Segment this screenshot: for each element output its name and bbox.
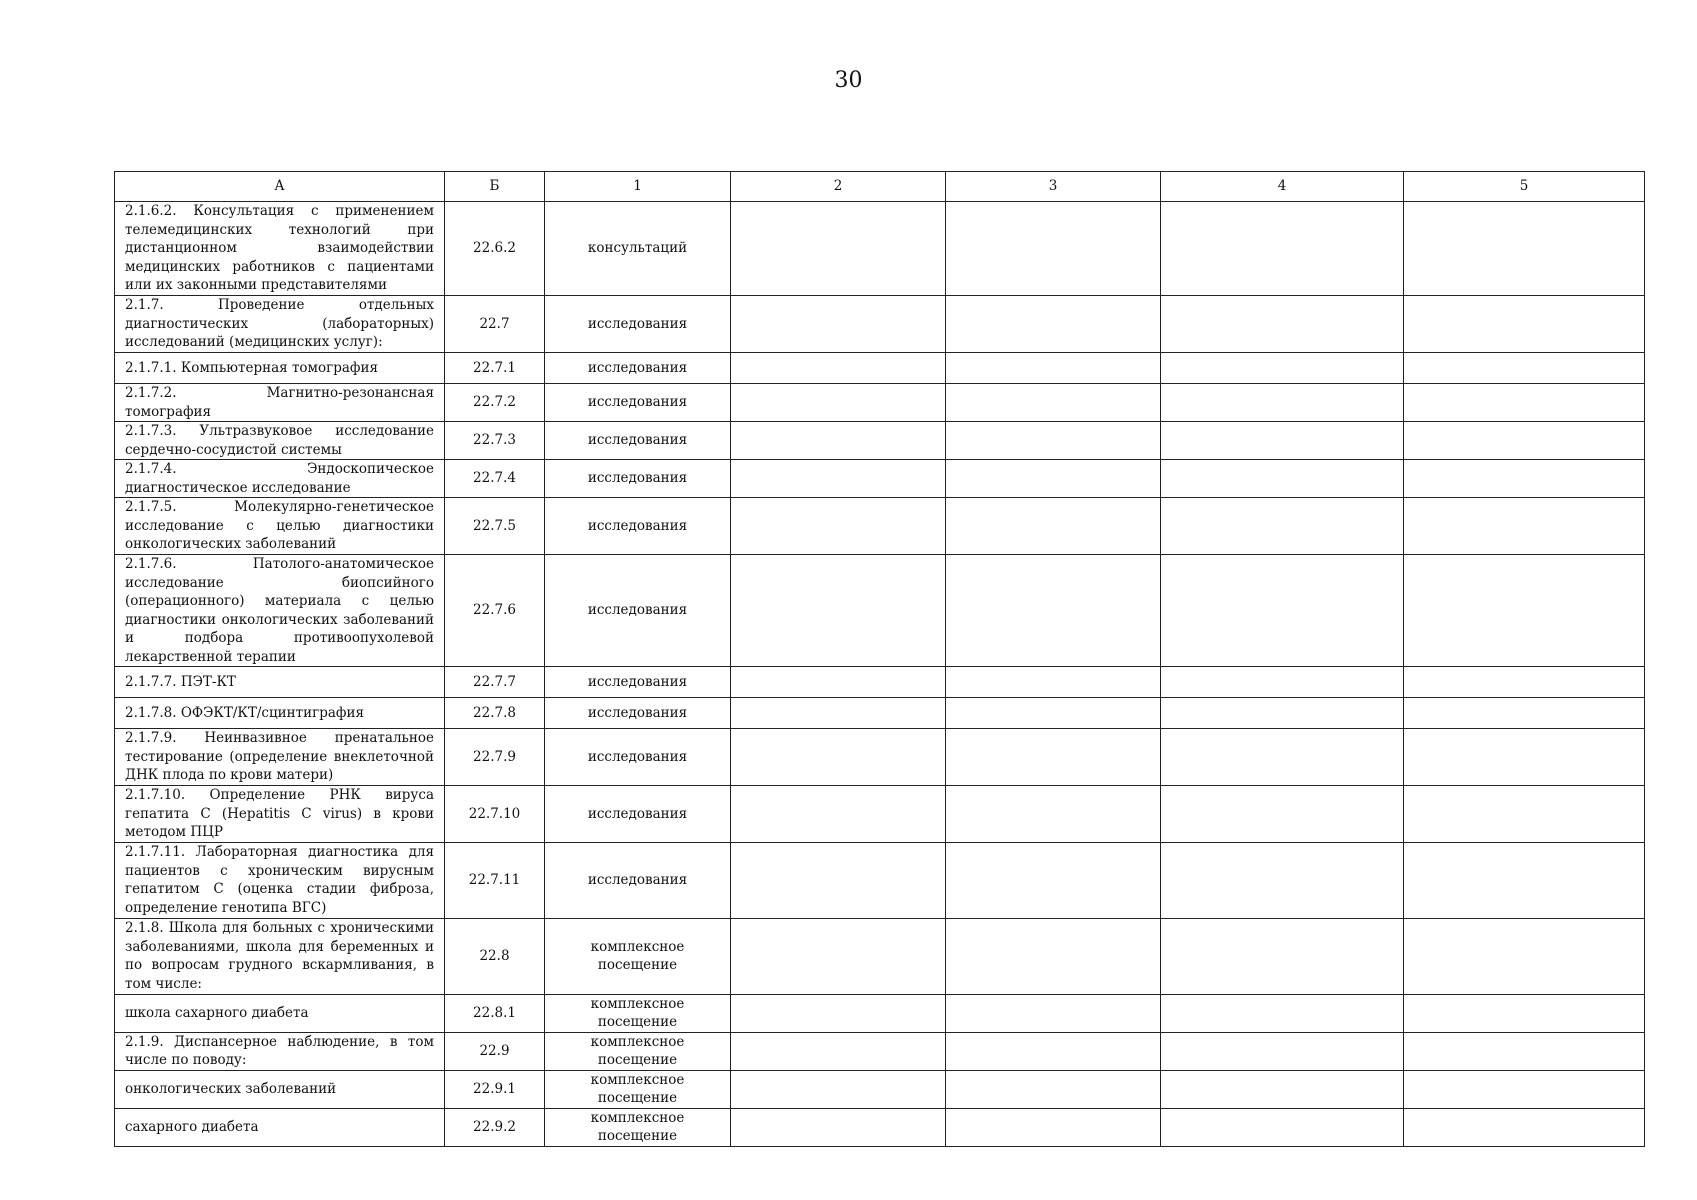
table-row bbox=[115, 729, 1645, 786]
row-cell-4 bbox=[1161, 296, 1404, 353]
row-cell-5 bbox=[1404, 786, 1645, 843]
row-cell-3 bbox=[946, 202, 1161, 296]
row-cell-3 bbox=[946, 498, 1161, 555]
row-cell-3 bbox=[946, 667, 1161, 698]
row-cell-2 bbox=[731, 460, 946, 498]
table-row bbox=[115, 667, 1645, 698]
row-cell-4 bbox=[1161, 918, 1404, 994]
row-code: 22.7 bbox=[445, 296, 545, 353]
table-row bbox=[115, 1108, 1645, 1146]
header-col-a: А bbox=[115, 172, 445, 202]
row-cell-3 bbox=[946, 1032, 1161, 1070]
table-row bbox=[115, 498, 1645, 555]
row-cell-4 bbox=[1161, 384, 1404, 422]
table-row bbox=[115, 1070, 1645, 1108]
row-cell-4 bbox=[1161, 667, 1404, 698]
row-cell-3 bbox=[946, 842, 1161, 918]
row-cell-5 bbox=[1404, 698, 1645, 729]
row-name: 2.1.7.9. Неинвазивное пренатальное тестирование (определение внеклеточной ДНК плода по крови матери) bbox=[115, 729, 445, 786]
table-row bbox=[115, 1032, 1645, 1070]
row-cell-5 bbox=[1404, 498, 1645, 555]
row-cell-5 bbox=[1404, 994, 1645, 1032]
row-cell-4 bbox=[1161, 460, 1404, 498]
row-cell-2 bbox=[731, 555, 946, 667]
row-unit: консультаций bbox=[545, 202, 731, 296]
row-name: 2.1.7.8. ОФЭКТ/КТ/сцинтиграфия bbox=[115, 698, 445, 729]
row-cell-3 bbox=[946, 422, 1161, 460]
row-cell-4 bbox=[1161, 1108, 1404, 1146]
table-row bbox=[115, 460, 1645, 498]
header-col-b: Б bbox=[445, 172, 545, 202]
row-code: 22.6.2 bbox=[445, 202, 545, 296]
row-cell-4 bbox=[1161, 498, 1404, 555]
row-code: 22.7.10 bbox=[445, 786, 545, 843]
row-cell-5 bbox=[1404, 729, 1645, 786]
table-row bbox=[115, 994, 1645, 1032]
row-unit: комплексное посещение bbox=[545, 994, 731, 1032]
table-row bbox=[115, 353, 1645, 384]
row-name: 2.1.7.7. ПЭТ-КТ bbox=[115, 667, 445, 698]
row-cell-3 bbox=[946, 384, 1161, 422]
row-code: 22.7.9 bbox=[445, 729, 545, 786]
row-name: 2.1.7.11. Лабораторная диагностика для пациентов с хроническим вирусным гепатитом С (оценка стадии фиброза, определение генотипа ВГС) bbox=[115, 842, 445, 918]
row-code: 22.7.4 bbox=[445, 460, 545, 498]
row-cell-4 bbox=[1161, 729, 1404, 786]
header-col-4: 4 bbox=[1161, 172, 1404, 202]
header-col-3: 3 bbox=[946, 172, 1161, 202]
row-cell-4 bbox=[1161, 994, 1404, 1032]
row-name: 2.1.7.1. Компьютерная томография bbox=[115, 353, 445, 384]
table-row bbox=[115, 698, 1645, 729]
row-cell-5 bbox=[1404, 918, 1645, 994]
row-cell-3 bbox=[946, 918, 1161, 994]
row-cell-2 bbox=[731, 422, 946, 460]
row-cell-2 bbox=[731, 202, 946, 296]
row-name: 2.1.8. Школа для больных с хроническими заболеваниями, школа для беременных и по вопросам грудного вскармливания, в том числе: bbox=[115, 918, 445, 994]
row-name: 2.1.7.4. Эндоскопическое диагностическое исследование bbox=[115, 460, 445, 498]
table-row bbox=[115, 842, 1645, 918]
row-cell-5 bbox=[1404, 1070, 1645, 1108]
row-cell-3 bbox=[946, 353, 1161, 384]
row-name: 2.1.7.3. Ультразвуковое исследование сердечно-сосудистой системы bbox=[115, 422, 445, 460]
row-cell-2 bbox=[731, 384, 946, 422]
row-cell-4 bbox=[1161, 698, 1404, 729]
row-cell-2 bbox=[731, 498, 946, 555]
row-unit: исследования bbox=[545, 460, 731, 498]
row-cell-2 bbox=[731, 918, 946, 994]
row-cell-3 bbox=[946, 786, 1161, 843]
row-unit: исследования bbox=[545, 384, 731, 422]
row-cell-3 bbox=[946, 555, 1161, 667]
row-unit: исследования bbox=[545, 555, 731, 667]
row-cell-5 bbox=[1404, 1032, 1645, 1070]
header-col-5: 5 bbox=[1404, 172, 1645, 202]
row-code: 22.7.2 bbox=[445, 384, 545, 422]
row-cell-3 bbox=[946, 1108, 1161, 1146]
row-cell-4 bbox=[1161, 202, 1404, 296]
row-unit: исследования bbox=[545, 296, 731, 353]
row-cell-4 bbox=[1161, 842, 1404, 918]
row-cell-5 bbox=[1404, 1108, 1645, 1146]
row-cell-4 bbox=[1161, 1070, 1404, 1108]
row-cell-4 bbox=[1161, 1032, 1404, 1070]
row-cell-4 bbox=[1161, 353, 1404, 384]
row-code: 22.9.1 bbox=[445, 1070, 545, 1108]
row-cell-2 bbox=[731, 667, 946, 698]
row-cell-5 bbox=[1404, 842, 1645, 918]
row-cell-5 bbox=[1404, 460, 1645, 498]
row-cell-3 bbox=[946, 1070, 1161, 1108]
header-col-2: 2 bbox=[731, 172, 946, 202]
row-cell-3 bbox=[946, 698, 1161, 729]
row-cell-5 bbox=[1404, 353, 1645, 384]
row-name: 2.1.7.5. Молекулярно-генетическое исследование с целью диагностики онкологических заболеваний bbox=[115, 498, 445, 555]
row-cell-2 bbox=[731, 1032, 946, 1070]
row-code: 22.7.8 bbox=[445, 698, 545, 729]
table-row bbox=[115, 786, 1645, 843]
row-name: 2.1.9. Диспансерное наблюдение, в том числе по поводу: bbox=[115, 1032, 445, 1070]
row-code: 22.7.7 bbox=[445, 667, 545, 698]
row-cell-2 bbox=[731, 296, 946, 353]
row-name: 2.1.7.2. Магнитно-резонансная томография bbox=[115, 384, 445, 422]
row-name: школа сахарного диабета bbox=[115, 994, 445, 1032]
table-header-row bbox=[115, 172, 1645, 202]
table-row bbox=[115, 384, 1645, 422]
row-cell-3 bbox=[946, 729, 1161, 786]
row-code: 22.8 bbox=[445, 918, 545, 994]
row-cell-2 bbox=[731, 698, 946, 729]
table-row bbox=[115, 202, 1645, 296]
row-cell-3 bbox=[946, 460, 1161, 498]
row-unit: комплексное посещение bbox=[545, 1032, 731, 1070]
table-row bbox=[115, 422, 1645, 460]
row-cell-3 bbox=[946, 994, 1161, 1032]
table-row bbox=[115, 918, 1645, 994]
row-code: 22.7.1 bbox=[445, 353, 545, 384]
row-unit: исследования bbox=[545, 786, 731, 843]
row-unit: комплексное посещение bbox=[545, 1070, 731, 1108]
row-name: 2.1.7. Проведение отдельных диагностических (лабораторных) исследований (медицинских услуг): bbox=[115, 296, 445, 353]
row-name: 2.1.6.2. Консультация с применением телемедицинских технологий при дистанционном взаимодействии медицинских работников с пациентами или их законными представителями bbox=[115, 202, 445, 296]
row-unit: исследования bbox=[545, 698, 731, 729]
row-name: 2.1.7.10. Определение РНК вируса гепатита С (Hepatitis C virus) в крови методом ПЦР bbox=[115, 786, 445, 843]
row-code: 22.9.2 bbox=[445, 1108, 545, 1146]
row-name: 2.1.7.6. Патолого-анатомическое исследование биопсийного (операционного) материала с целью диагностики онкологических заболеваний и подбора противоопухолевой лекарственной терапии bbox=[115, 555, 445, 667]
row-cell-5 bbox=[1404, 555, 1645, 667]
row-cell-2 bbox=[731, 994, 946, 1032]
row-unit: исследования bbox=[545, 353, 731, 384]
row-unit: исследования bbox=[545, 667, 731, 698]
row-cell-2 bbox=[731, 1070, 946, 1108]
row-cell-2 bbox=[731, 842, 946, 918]
row-code: 22.7.6 bbox=[445, 555, 545, 667]
row-code: 22.7.11 bbox=[445, 842, 545, 918]
row-unit: комплексное посещение bbox=[545, 918, 731, 994]
row-cell-2 bbox=[731, 729, 946, 786]
row-code: 22.8.1 bbox=[445, 994, 545, 1032]
row-code: 22.7.5 bbox=[445, 498, 545, 555]
report-table bbox=[114, 171, 1645, 1147]
row-unit: исследования bbox=[545, 422, 731, 460]
row-cell-5 bbox=[1404, 422, 1645, 460]
row-cell-5 bbox=[1404, 667, 1645, 698]
row-cell-4 bbox=[1161, 786, 1404, 843]
row-unit: исследования bbox=[545, 498, 731, 555]
row-cell-2 bbox=[731, 786, 946, 843]
row-cell-5 bbox=[1404, 202, 1645, 296]
row-code: 22.7.3 bbox=[445, 422, 545, 460]
table-row bbox=[115, 296, 1645, 353]
page-number: 30 bbox=[834, 68, 863, 93]
row-unit: исследования bbox=[545, 729, 731, 786]
row-cell-5 bbox=[1404, 296, 1645, 353]
row-cell-2 bbox=[731, 1108, 946, 1146]
table-row bbox=[115, 555, 1645, 667]
row-cell-4 bbox=[1161, 422, 1404, 460]
row-name: сахарного диабета bbox=[115, 1108, 445, 1146]
row-name: онкологических заболеваний bbox=[115, 1070, 445, 1108]
row-unit: исследования bbox=[545, 842, 731, 918]
row-cell-4 bbox=[1161, 555, 1404, 667]
row-unit: комплексное посещение bbox=[545, 1108, 731, 1146]
row-cell-3 bbox=[946, 296, 1161, 353]
row-cell-2 bbox=[731, 353, 946, 384]
row-code: 22.9 bbox=[445, 1032, 545, 1070]
header-col-1: 1 bbox=[545, 172, 731, 202]
row-cell-5 bbox=[1404, 384, 1645, 422]
